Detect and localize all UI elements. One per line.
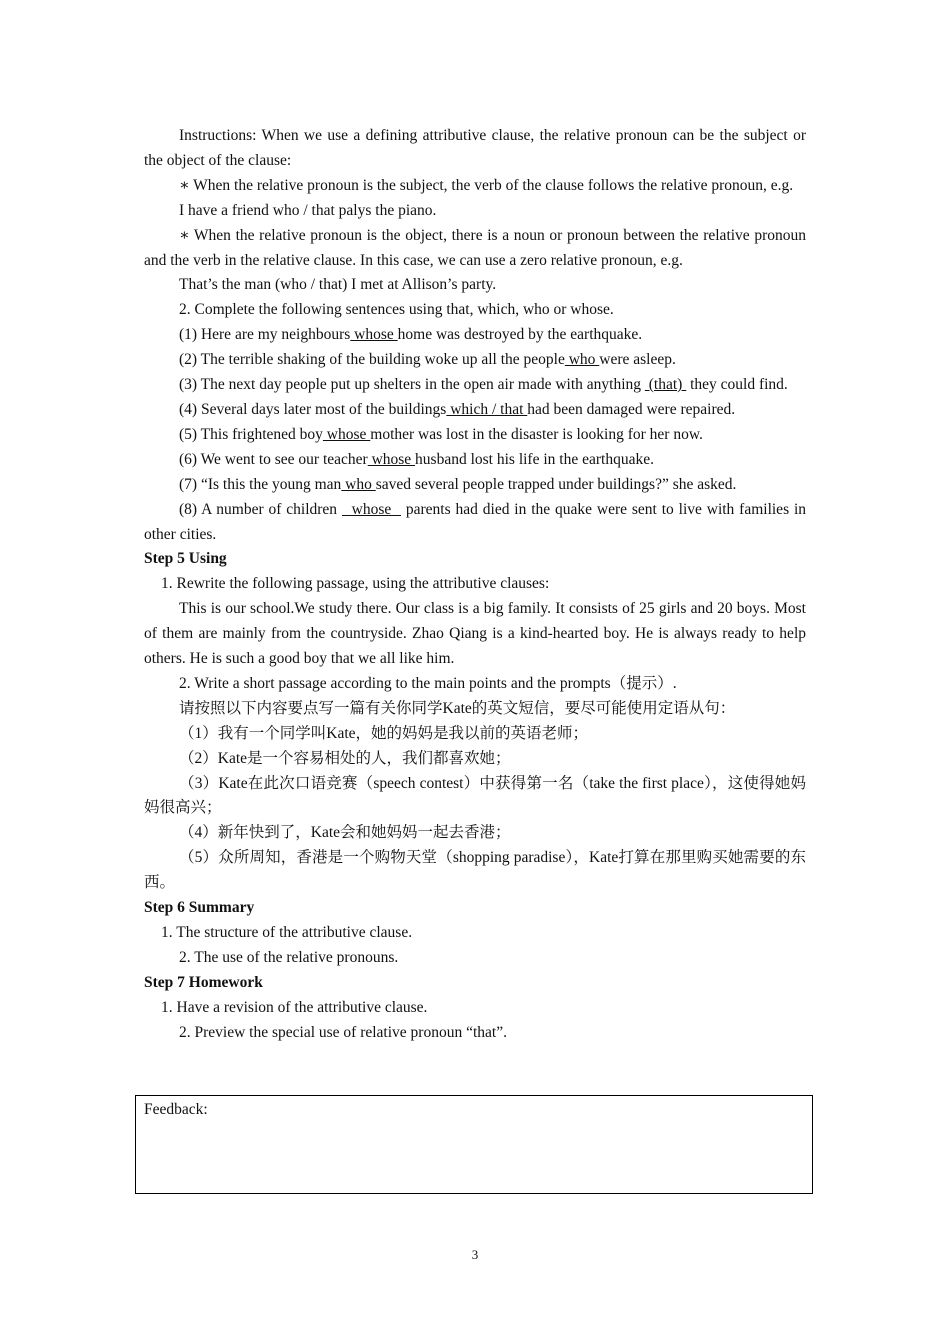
exercise-title: 2. Complete the following sentences using that, which, who or whose. xyxy=(179,301,614,319)
feedback-box xyxy=(135,1095,813,1194)
exercise-item: (3) The next day people put up shelters in the open air made with anything (that) they could find. xyxy=(179,376,788,394)
step5-cn-point: （3）Kate在此次口语竞赛（speech contest）中获得第一名（take the first place），这使得她妈妈很高兴； xyxy=(144,774,806,817)
step6-heading: Step 6 Summary xyxy=(144,899,255,917)
step5-cn-point: （2）Kate是一个容易相处的人，我们都喜欢她； xyxy=(179,749,511,767)
step5-cn-intro: 请按照以下内容要点写一篇有关你同学Kate的英文短信，要尽可能使用定语从句： xyxy=(179,699,736,717)
step5-passage: This is our school.We study there. Our class is a big family. It consists of 25 girls and 20 boys. Most of them are mainly from the countryside. Zhao Qiang is a kind-hearted boy. He is always ready to help others. He is such a good boy that we all like him. xyxy=(144,600,806,668)
answer-blank: whose xyxy=(350,326,398,344)
exercise-item: (2) The terrible shaking of the building woke up all the people who were asleep. xyxy=(179,351,676,369)
step7-item: 2. Preview the special use of relative pronoun “that”. xyxy=(179,1023,507,1041)
exercise-item: (1) Here are my neighbours whose home was destroyed by the earthquake. xyxy=(179,326,643,344)
exercise-item: (6) We went to see our teacher whose husband lost his life in the earthquake. xyxy=(179,450,654,468)
example-subject: I have a friend who / that palys the piano. xyxy=(179,201,437,219)
feedback-label: Feedback: xyxy=(144,1101,208,1118)
step5-cn-point: （5）众所周知，香港是一个购物天堂（shopping paradise），Kate打算在那里购买她需要的东西。 xyxy=(144,849,806,892)
exercise-item: (8) A number of children whose parents had died in the quake were sent to live with families in other cities. xyxy=(144,500,807,543)
answer-blank: whose xyxy=(322,425,371,443)
answer-blank: whose xyxy=(367,450,416,468)
instructions-rule-object: ∗ When the relative pronoun is the object, there is a noun or pronoun between the relative pronoun and the verb in the relative clause. In this case, we can use a zero relative pronoun, e.g. xyxy=(144,226,806,269)
step7-item: 1. Have a revision of the attributive clause. xyxy=(161,998,428,1016)
answer-blank: who xyxy=(564,351,600,369)
exercise-item: (5) This frightened boy whose mother was lost in the disaster is looking for her now. xyxy=(179,425,703,443)
instructions-intro: Instructions: When we use a defining attributive clause, the relative pronoun can be the subject or the object of the clause: xyxy=(144,127,806,169)
exercise-item: (4) Several days later most of the buildings which / that had been damaged were repaired. xyxy=(179,400,736,418)
instructions-rule-subject: ∗ When the relative pronoun is the subject, the verb of the clause follows the relative pronoun, e.g. xyxy=(179,176,794,194)
page-number: 3 xyxy=(471,1247,479,1262)
step5-cn-point: （4）新年快到了，Kate会和她妈妈一起去香港； xyxy=(179,824,511,842)
exercise-item: (7) “Is this the young man who saved several people trapped under buildings?” she asked. xyxy=(179,475,737,493)
answer-blank: who xyxy=(341,475,376,493)
step6-item: 1. The structure of the attributive clause. xyxy=(161,924,413,941)
step5-cn-point: （1）我有一个同学叫Kate，她的妈妈是我以前的英语老师； xyxy=(179,724,589,742)
answer-blank: which / that xyxy=(446,400,528,418)
step5-heading: Step 5 Using xyxy=(144,550,227,568)
step6-item: 2. The use of the relative pronouns. xyxy=(179,948,399,966)
step5-task1: 1. Rewrite the following passage, using the attributive clauses: xyxy=(161,575,550,593)
document-body xyxy=(144,124,806,1046)
step7-heading: Step 7 Homework xyxy=(144,973,263,991)
step5-task2: 2. Write a short passage according to the main points and the prompts（提示）. xyxy=(179,674,677,692)
answer-blank: (that) xyxy=(644,376,687,394)
example-object: That’s the man (who / that) I met at Allison’s party. xyxy=(179,276,497,294)
answer-blank: whose xyxy=(341,500,402,518)
